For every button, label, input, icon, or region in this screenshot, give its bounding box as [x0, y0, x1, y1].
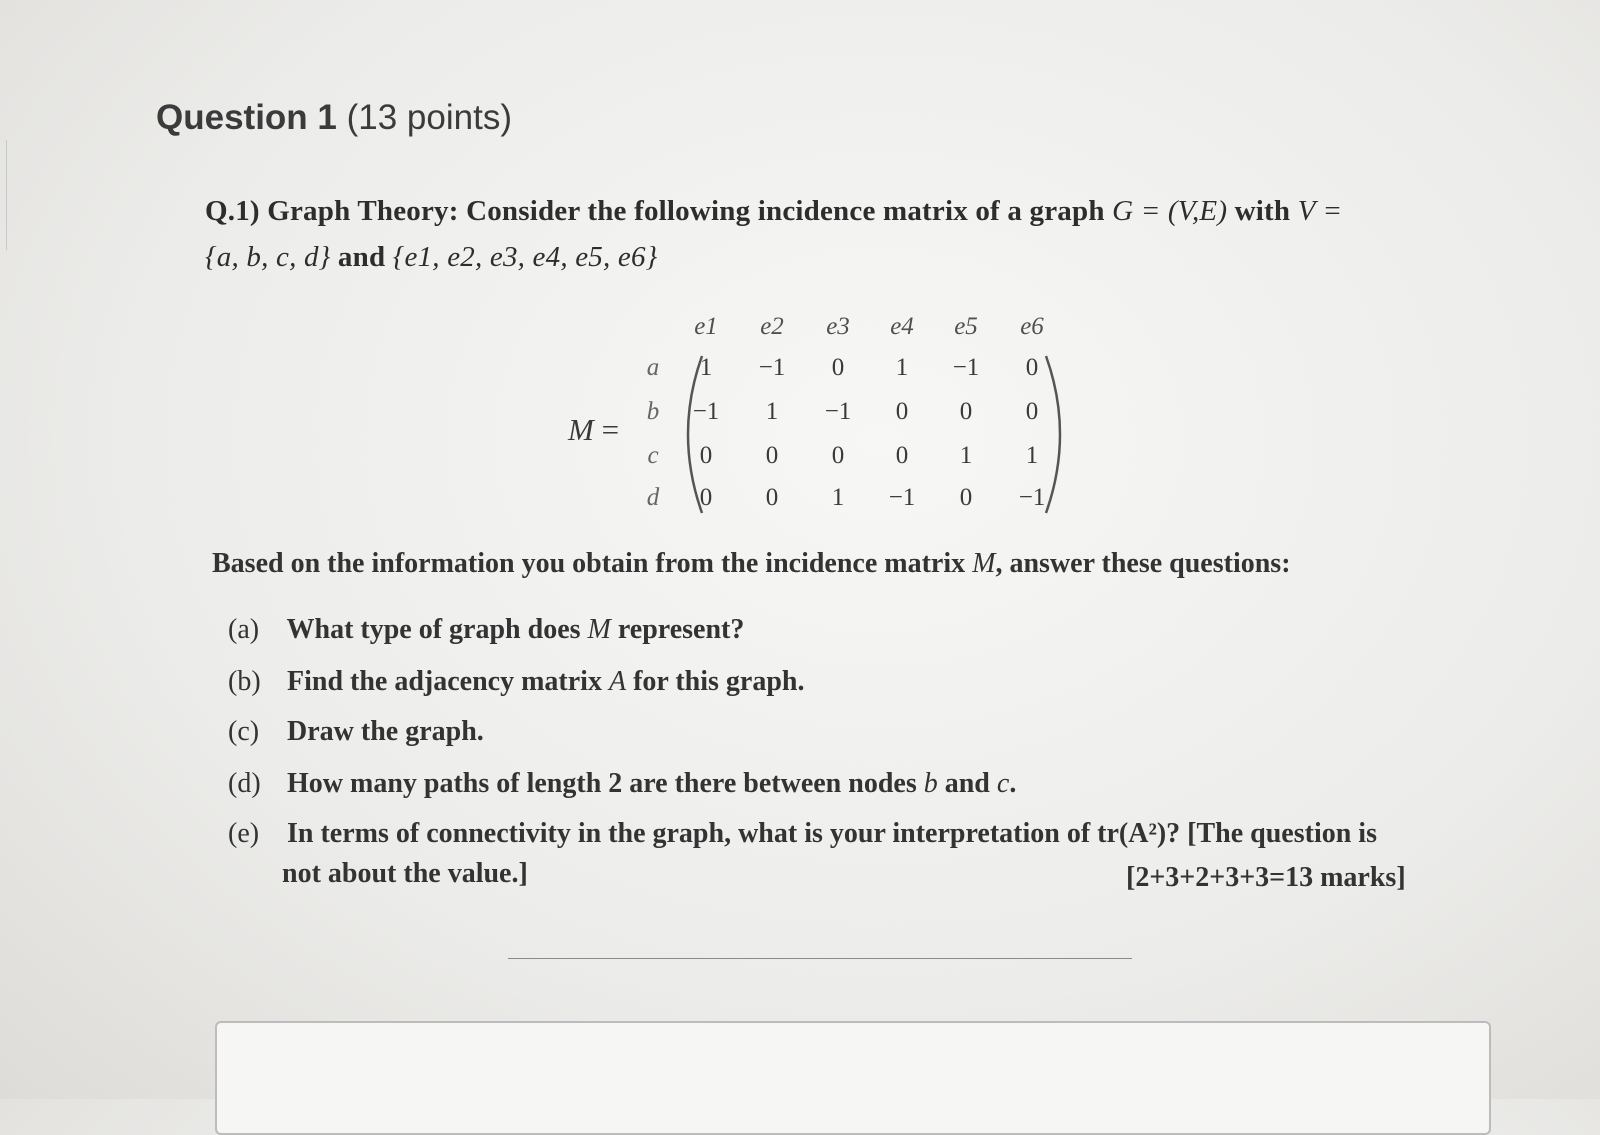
question-title: [156, 98, 512, 138]
subquestion-label: (c): [228, 716, 260, 747]
subquestion-var: b: [923, 768, 938, 799]
matrix-cell: 1: [1025, 442, 1039, 469]
subquestion-text: and: [944, 768, 990, 799]
row-label-a: a: [646, 354, 660, 381]
matrix-cell: 0: [959, 484, 973, 511]
column-header-e2: e2: [760, 313, 784, 340]
row-label-c: c: [647, 442, 659, 469]
matrix-cell: 0: [895, 442, 909, 469]
column-header-e5: e5: [954, 313, 978, 340]
graph-definition: G = (V,E): [1112, 195, 1228, 227]
matrix-cell: −1: [952, 354, 980, 381]
subquestion-var: A: [608, 666, 627, 697]
row-label-b: b: [646, 398, 660, 425]
matrix-cell: 0: [1025, 354, 1039, 381]
matrix-cell: 0: [699, 442, 713, 469]
matrix-cell: 0: [831, 354, 845, 381]
matrix-cell: 0: [831, 442, 845, 469]
intro-text: Consider the following incidence matrix of a graph: [466, 195, 1105, 227]
matrix-equals: =: [601, 412, 620, 447]
matrix-cell: −1: [692, 398, 720, 425]
left-border: [0, 140, 7, 250]
subquestion-text: for this graph.: [633, 666, 805, 697]
matrix-cell: −1: [824, 398, 852, 425]
vertex-set: {a, b, c, d}: [205, 241, 331, 273]
subquestion-a: [228, 614, 744, 646]
followup-matrix: M: [972, 548, 996, 579]
matrix-cell: 0: [959, 398, 973, 425]
marks-breakdown: [2+3+2+3+3=13 marks]: [1126, 862, 1406, 893]
question-intro: [205, 188, 1495, 280]
matrix-name: M: [568, 412, 594, 447]
subquestion-c: [228, 716, 484, 748]
vertex-equals: V =: [1297, 195, 1343, 227]
matrix-cell: 1: [699, 354, 713, 381]
matrix-cell: 0: [1025, 398, 1039, 425]
matrix-cell: 1: [959, 442, 973, 469]
matrix-cell: 0: [699, 484, 713, 511]
edge-set: {e1, e2, e3, e4, e5, e6}: [392, 241, 658, 273]
matrix-cell: 1: [765, 398, 779, 425]
separator-line: [508, 958, 1132, 959]
matrix-cell: 0: [765, 484, 779, 511]
matrix-cell: −1: [1018, 484, 1046, 511]
question-points: (13 points): [346, 98, 512, 137]
question-number: Question 1: [156, 98, 337, 137]
answer-box[interactable]: [215, 1021, 1491, 1135]
followup-part1: Based on the information you obtain from the incidence matrix: [212, 548, 966, 579]
subquestion-text: represent?: [617, 614, 745, 645]
subquestion-text: Draw the graph.: [287, 716, 484, 747]
subquestion-text: .: [1009, 768, 1017, 799]
subquestion-var: M: [587, 614, 611, 645]
subquestion-label: (a): [228, 614, 260, 645]
matrix-cell: −1: [758, 354, 786, 381]
row-label-d: d: [646, 484, 660, 511]
subquestion-text: In terms of connectivity in the graph, what is your interpretation of tr(A²)? [The question is: [287, 818, 1377, 849]
subquestion-e-continuation: not about the value.]: [282, 858, 528, 889]
subquestion-b: [228, 666, 804, 698]
subquestion-text: How many paths of length 2 are there between nodes: [287, 768, 917, 799]
intro-with: with: [1234, 195, 1291, 227]
subquestion-e: [228, 818, 1377, 850]
subquestion-d: [228, 768, 1016, 800]
matrix-label: [568, 412, 619, 448]
matrix-cell: 0: [765, 442, 779, 469]
matrix-cell: 0: [895, 398, 909, 425]
right-paren: [1040, 352, 1080, 517]
matrix-cell: 1: [895, 354, 909, 381]
column-header-e4: e4: [890, 313, 914, 340]
followup-part2: , answer these questions:: [995, 548, 1291, 579]
column-header-e6: e6: [1020, 313, 1044, 340]
left-paren: [668, 352, 708, 517]
intro-and: and: [337, 241, 386, 273]
column-header-e3: e3: [826, 313, 850, 340]
subquestion-var: c: [996, 768, 1010, 799]
intro-label: Q.1) Graph Theory:: [205, 195, 459, 227]
matrix-cell: −1: [888, 484, 916, 511]
subquestion-text: Find the adjacency matrix: [287, 666, 602, 697]
subquestion-label: (e): [228, 818, 260, 849]
followup-text: [212, 548, 1291, 580]
matrix-cell: 1: [831, 484, 845, 511]
subquestion-label: (d): [228, 768, 261, 799]
column-header-e1: e1: [694, 313, 718, 340]
subquestion-label: (b): [228, 666, 261, 697]
subquestion-text: What type of graph does: [286, 614, 581, 645]
